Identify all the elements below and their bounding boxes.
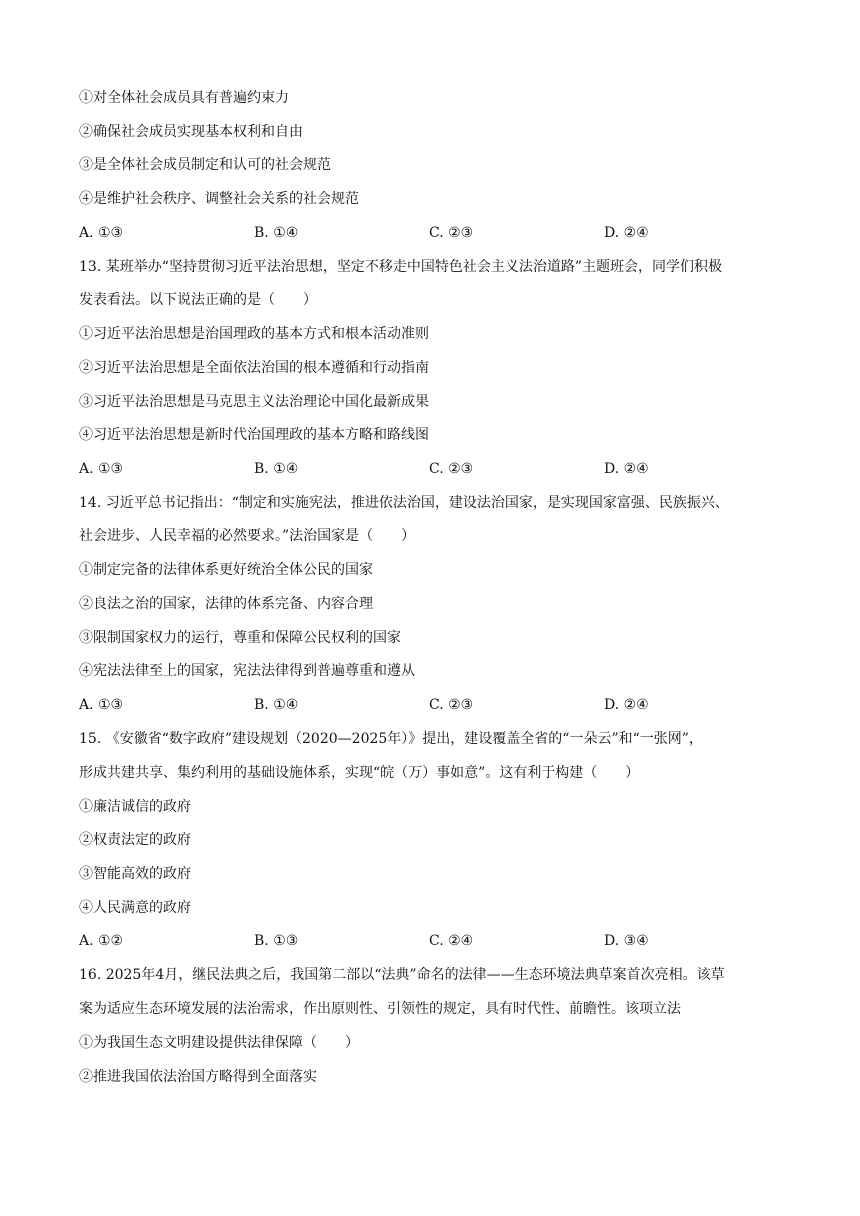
q15-option-b: B. ①③: [254, 933, 299, 949]
q13-stem-line-2: 发表看法。以下说法正确的是（ ）: [79, 292, 317, 308]
q15-item-1: ①廉洁诚信的政府: [79, 799, 191, 815]
q16-item-2: ②推进我国依法治国方略得到全面落实: [79, 1069, 317, 1085]
q16-item-1: ①为我国生态文明建设提供法律保障（ ）: [79, 1035, 359, 1051]
q15-item-2: ②权责法定的政府: [79, 832, 191, 848]
q15-option-c: C. ②④: [429, 933, 474, 949]
q12-option-c: C. ②③: [429, 225, 474, 241]
q13-item-1: ①习近平法治思想是治国理政的基本方式和根本活动准则: [79, 326, 429, 342]
q13-option-b: B. ①④: [254, 461, 299, 477]
q12-option-d: D. ②④: [604, 225, 649, 241]
q12-item-2: ②确保社会成员实现基本权利和自由: [79, 124, 303, 140]
q14-option-b: B. ①④: [254, 697, 299, 713]
q13-options: [79, 459, 789, 479]
q14-option-c: C. ②③: [429, 697, 474, 713]
q15-option-a: A. ①②: [79, 933, 124, 949]
q13-item-2: ②习近平法治思想是全面依法治国的根本遵循和行动指南: [79, 360, 429, 376]
q16-stem-line-2: 案为适应生态环境发展的法治需求，作出原则性、引领性的规定，具有时代性、前瞻性。该项立法: [79, 1001, 681, 1017]
q15-item-4: ④人民满意的政府: [79, 900, 191, 916]
q15-stem-line-2: 形成共建共享、集约利用的基础设施体系，实现“皖（万）事如意”。这有利于构建（ ）: [79, 765, 640, 781]
q13-item-4: ④习近平法治思想是新时代治国理政的基本方略和路线图: [79, 427, 429, 443]
q14-options: [79, 695, 789, 715]
q16-stem-line-1: 16. 2025年4月，继民法典之后，我国第二部以“法典”命名的法律——生态环境法典草案首次亮相。该草: [79, 967, 725, 983]
q12-option-b: B. ①④: [254, 225, 299, 241]
q13-item-3: ③习近平法治思想是马克思主义法治理论中国化最新成果: [79, 394, 429, 410]
q15-stem-line-1: 15. 《安徽省“数字政府”建设规划（2020—2025年）》提出，建设覆盖全省的“一朵云”和“一张网”，: [79, 731, 703, 747]
q13-option-d: D. ②④: [604, 461, 649, 477]
q14-stem-line-1: 14. 习近平总书记指出：“制定和实施宪法，推进依法治国，建设法治国家，是实现国家富强、民族振兴、: [79, 495, 729, 511]
q15-options: [79, 931, 789, 951]
q13-option-c: C. ②③: [429, 461, 474, 477]
q12-item-3: ③是全体社会成员制定和认可的社会规范: [79, 157, 331, 173]
q15-item-3: ③智能高效的政府: [79, 866, 191, 882]
q15-option-d: D. ③④: [604, 933, 649, 949]
q14-option-d: D. ②④: [604, 697, 649, 713]
q14-stem-line-2: 社会进步、人民幸福的必然要求。”法治国家是（ ）: [79, 528, 416, 544]
q14-item-2: ②良法之治的国家，法律的体系完备、内容合理: [79, 596, 373, 612]
q12-item-1: ①对全体社会成员具有普遍约束力: [79, 90, 289, 106]
q12-item-4: ④是维护社会秩序、调整社会关系的社会规范: [79, 191, 359, 207]
q12-options: [79, 223, 789, 243]
q13-stem-line-1: 13. 某班举办“坚持贯彻习近平法治思想，坚定不移走中国特色社会主义法治道路”主题班会，同学们积极: [79, 259, 723, 275]
q14-item-3: ③限制国家权力的运行，尊重和保障公民权利的国家: [79, 630, 401, 646]
q14-item-1: ①制定完备的法律体系更好统治全体公民的国家: [79, 562, 373, 578]
q12-option-a: A. ①③: [79, 225, 124, 241]
q13-option-a: A. ①③: [79, 461, 124, 477]
q14-option-a: A. ①③: [79, 697, 124, 713]
q14-item-4: ④宪法法律至上的国家，宪法法律得到普遍尊重和遵从: [79, 663, 415, 679]
